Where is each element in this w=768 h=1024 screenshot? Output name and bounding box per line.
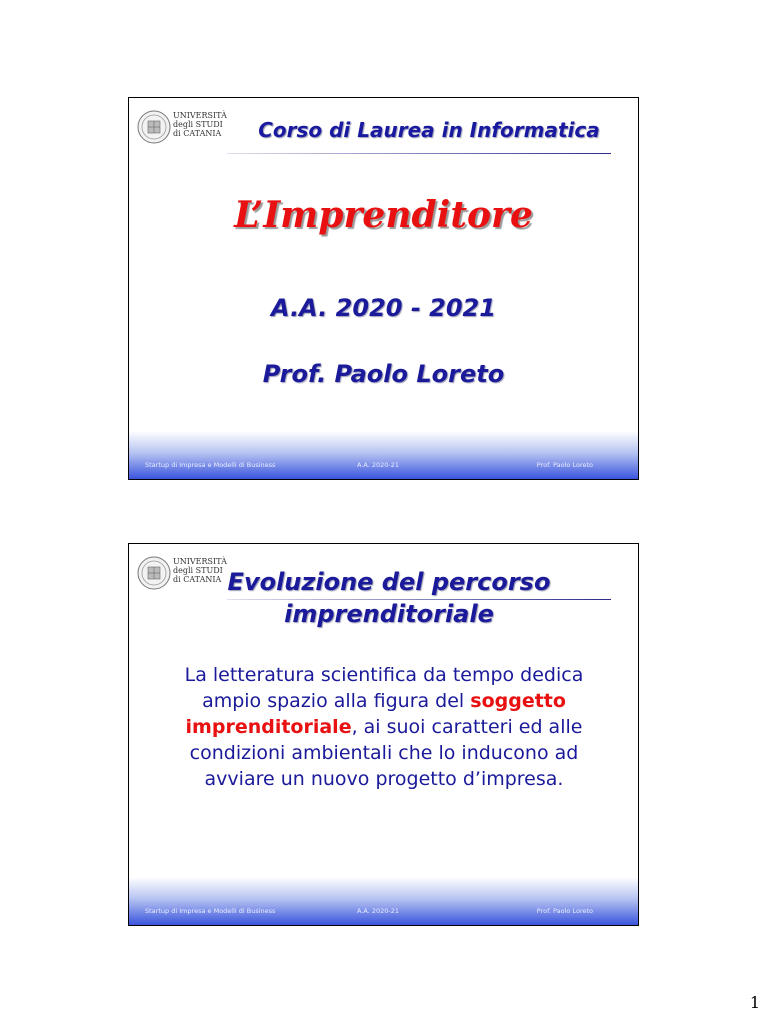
university-seal-icon [137, 556, 171, 590]
university-seal-icon [137, 110, 171, 144]
university-name [173, 111, 227, 138]
slide-title-line2: imprenditoriale [284, 600, 494, 628]
body-text-part2: , ai suoi caratteri ed alle condizioni ambientali che lo inducono ad avviare un nuovo progetto d’impresa. [189, 716, 583, 790]
footer-professor: Prof. Paolo Loreto [536, 461, 593, 469]
body-text-part1: La letteratura scientifica da tempo dedica ampio spazio alla figura del [184, 664, 584, 712]
slide-1 [128, 97, 639, 480]
body-highlight: soggetto imprenditoriale [185, 690, 566, 738]
footer-course: Startup di Impresa e Modelli di Business [145, 907, 276, 915]
university-logo [137, 556, 227, 592]
slide-footer [129, 877, 638, 925]
slide-footer [129, 431, 638, 479]
slide-title [219, 566, 559, 630]
university-name-line2: degli STUDI [173, 120, 223, 129]
slide-title: L’Imprenditore [234, 194, 533, 236]
page-number: 1 [749, 993, 760, 1012]
slide-title-line1: Evoluzione del percorso [227, 568, 551, 596]
slide-2 [128, 543, 639, 926]
footer-year: A.A. 2020-21 [357, 907, 400, 915]
university-name-line1: UNIVERSITÀ [173, 111, 227, 120]
university-name-line1: UNIVERSITÀ [173, 557, 227, 566]
footer-professor: Prof. Paolo Loreto [536, 907, 593, 915]
header-divider [227, 599, 611, 600]
university-name-line3: di CATANIA [173, 575, 222, 584]
university-logo [137, 110, 227, 146]
university-name-line3: di CATANIA [173, 129, 222, 138]
course-title: Corso di Laurea in Informatica [258, 118, 600, 142]
professor-name: Prof. Paolo Loreto [262, 360, 505, 388]
header-divider [227, 153, 611, 154]
academic-year: A.A. 2020 - 2021 [271, 294, 496, 322]
footer-course: Startup di Impresa e Modelli di Business [145, 461, 276, 469]
footer-year: A.A. 2020-21 [357, 461, 400, 469]
university-name-line2: degli STUDI [173, 566, 223, 575]
slide-body [154, 662, 614, 792]
